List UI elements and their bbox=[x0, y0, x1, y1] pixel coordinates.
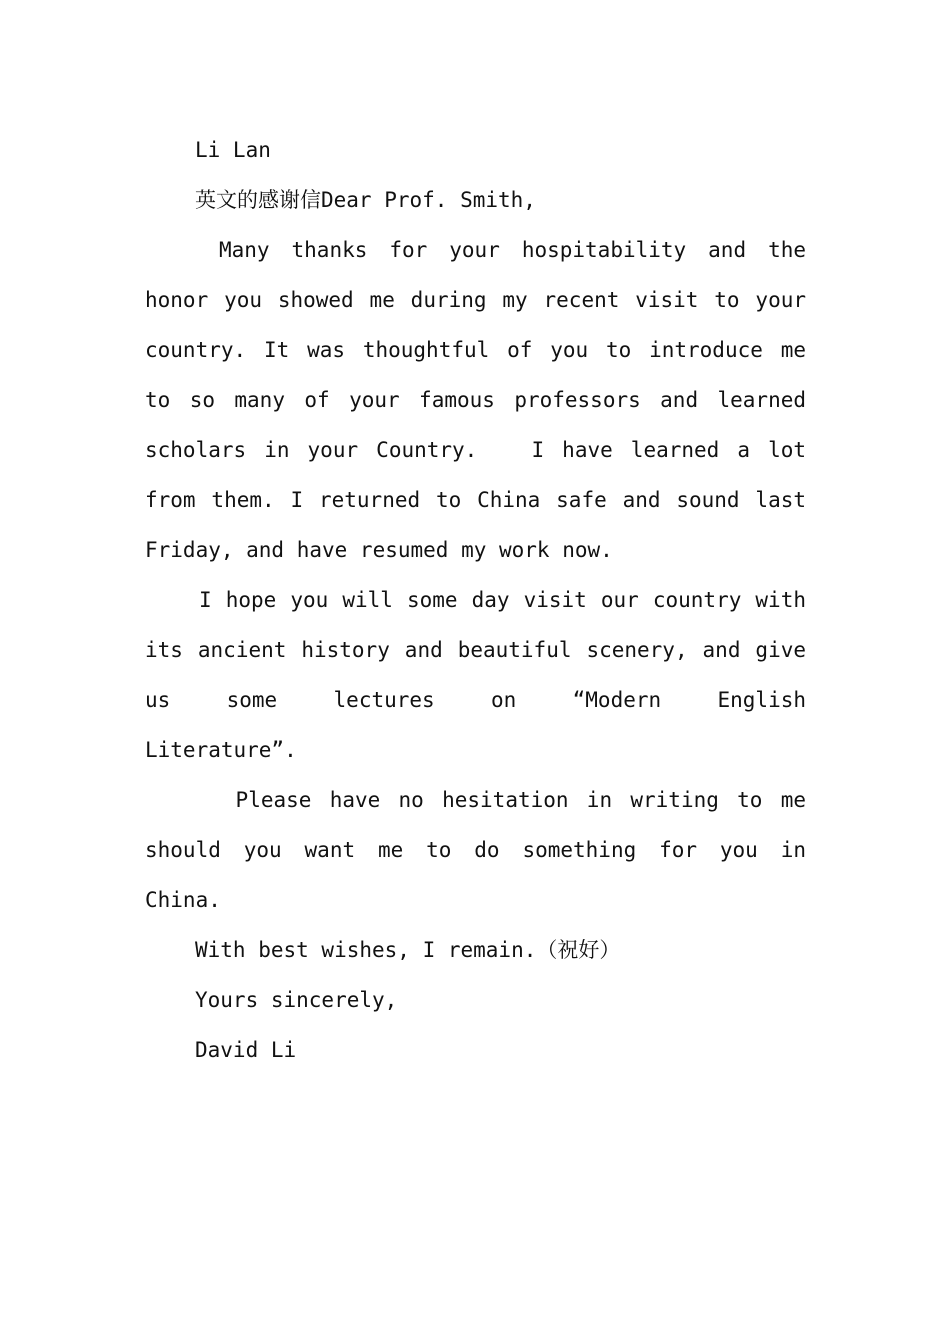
paragraph-1-line: country. It was thoughtful of you to introduce me bbox=[145, 338, 806, 362]
paragraph-2-line: Literature”. bbox=[145, 738, 297, 762]
complimentary-close: Yours sincerely, bbox=[195, 988, 398, 1012]
salutation: 英文的感谢信Dear Prof. Smith, bbox=[195, 188, 536, 212]
paragraph-1-line: Friday, and have resumed my work now. bbox=[145, 538, 613, 562]
paragraph-3-line: Please have no hesitation in writing to me bbox=[199, 788, 806, 812]
paragraph-1-line: scholars in your Country. I have learned a lot bbox=[145, 438, 806, 462]
paragraph-1-line: Many thanks for your hospitability and the bbox=[175, 238, 806, 262]
paragraph-2-line: I hope you will some day visit our country with bbox=[199, 588, 806, 612]
closing: With best wishes, I remain.（祝好） bbox=[195, 938, 621, 962]
header-name: Li Lan bbox=[195, 138, 271, 162]
paragraph-3-line: should you want me to do something for you in bbox=[145, 838, 806, 862]
paragraph-1-line: to so many of your famous professors and learned bbox=[145, 388, 806, 412]
paragraph-1-line: honor you showed me during my recent visit to your bbox=[145, 288, 806, 312]
paragraph-2-line: us some lectures on “Modern English bbox=[145, 688, 806, 712]
paragraph-1-line: from them. I returned to China safe and sound last bbox=[145, 488, 806, 512]
paragraph-3-line: China. bbox=[145, 888, 221, 912]
signature: David Li bbox=[195, 1038, 297, 1062]
paragraph-2-line: its ancient history and beautiful scenery, and give bbox=[145, 638, 806, 662]
